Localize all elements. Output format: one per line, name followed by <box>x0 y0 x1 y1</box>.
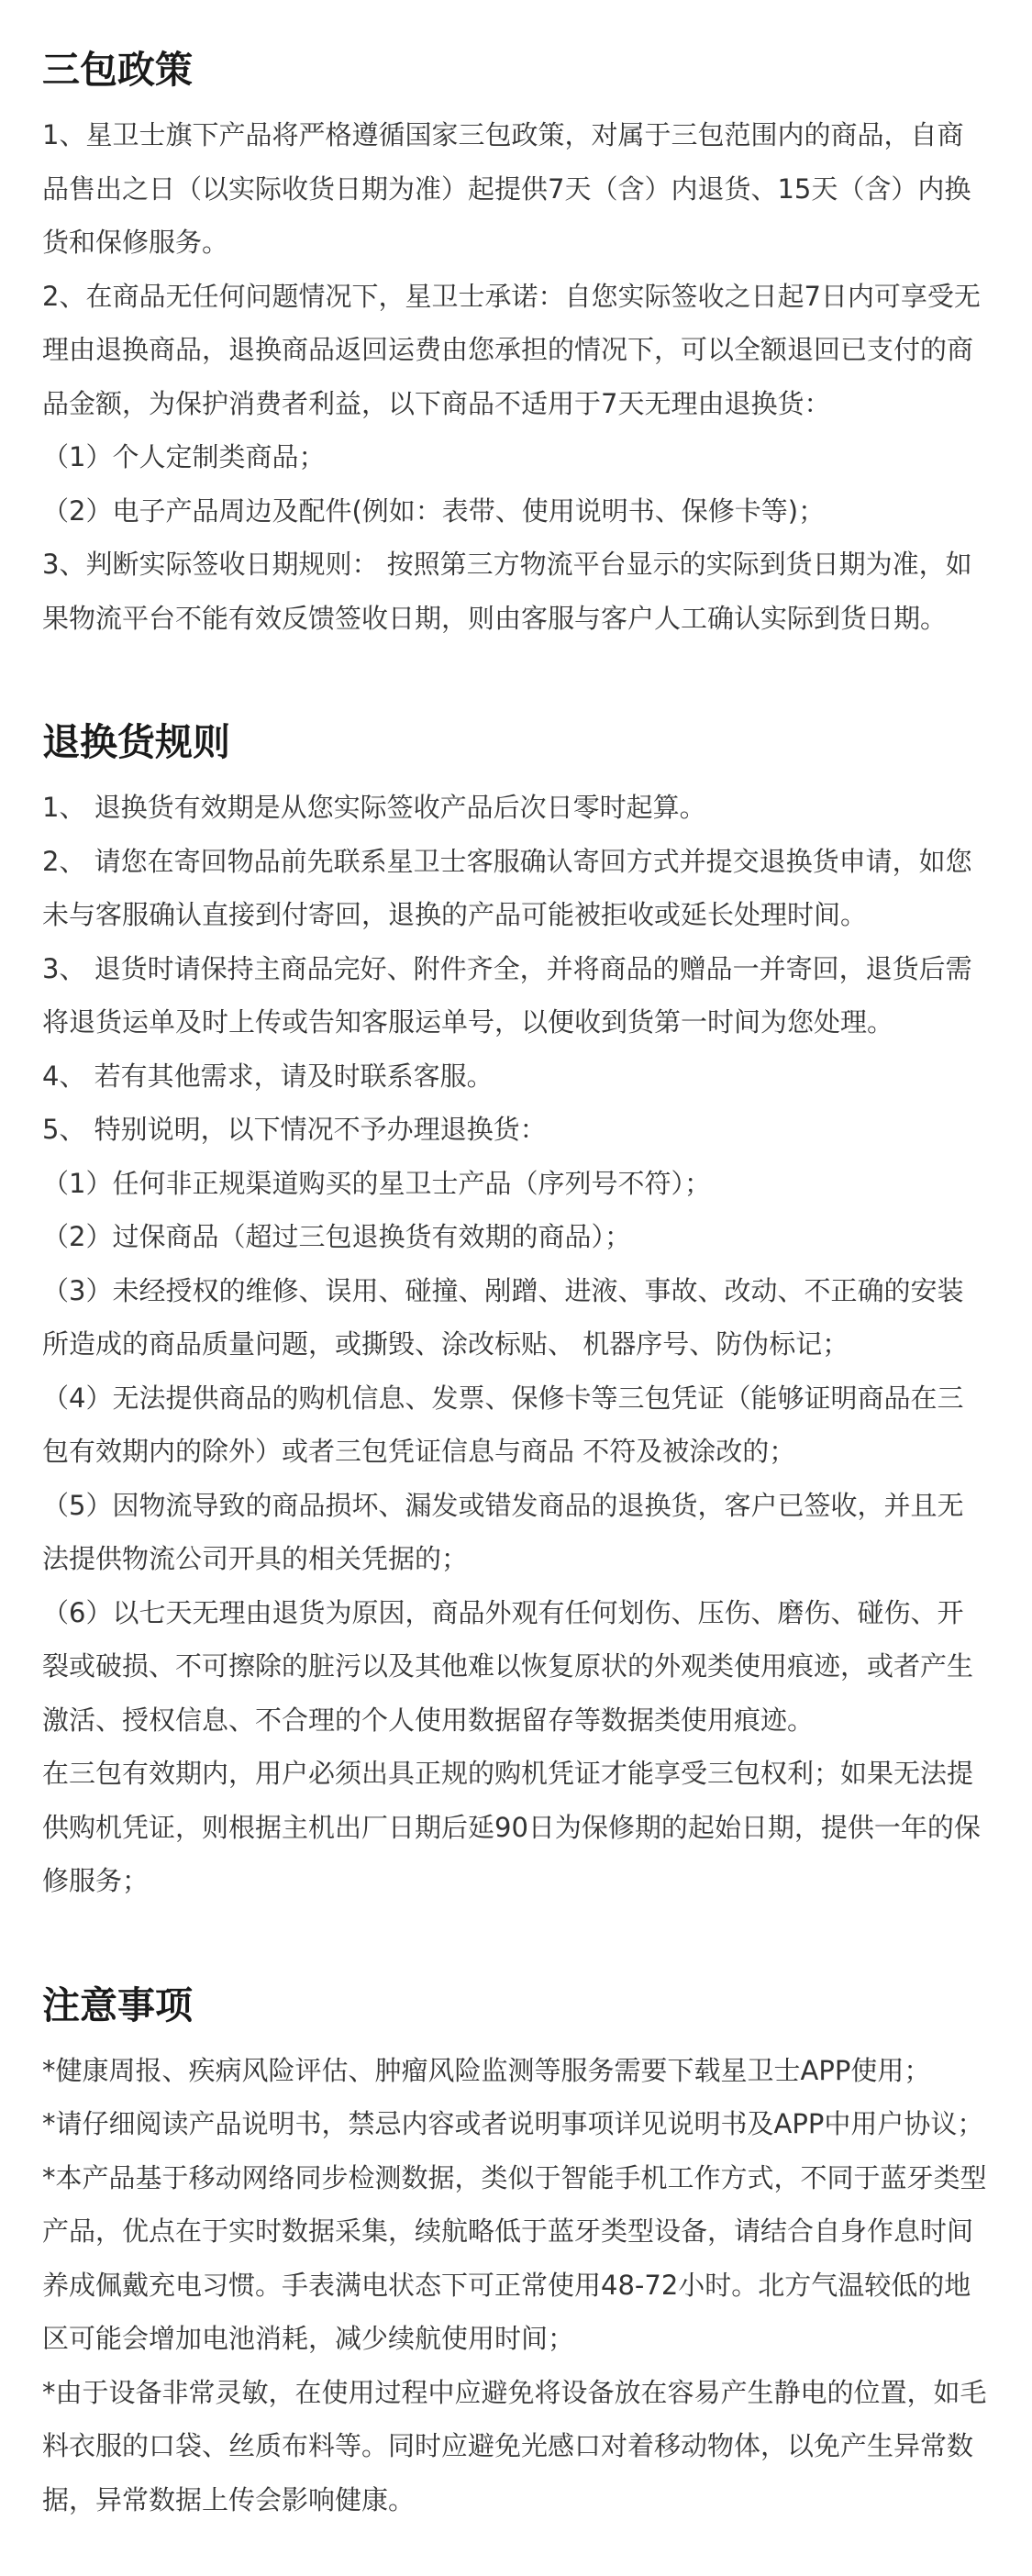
paragraph: （6）以七天无理由退货为原因，商品外观有任何划伤、压伤、磨伤、碰伤、开裂或破损、不可擦除的脏污以及其他难以恢复原状的外观类使用痕迹，或者产生激活、授权信息、不合理的个人使用数据留存等数据类使用痕迹。 <box>42 1596 974 1736</box>
paragraph: 3、判断实际签收日期规则： 按照第三方物流平台显示的实际到货日期为准，如果物流平台不能有效反馈签收日期，则由客服与客户人工确认实际到货日期。 <box>42 549 972 634</box>
section-title: 退换货规则 <box>42 720 230 764</box>
section-notes <box>42 1972 990 2527</box>
paragraph: 2、 请您在寄回物品前先联系星卫士客服确认寄回方式并提交退换货申请，如您未与客服确认直接到付寄回，退换的产品可能被拒收或延长处理时间。 <box>42 845 972 930</box>
section-warranty-policy <box>42 37 990 645</box>
paragraph: （1）任何非正规渠道购买的星卫士产品（序列号不符）； <box>42 1167 711 1199</box>
paragraph: 3、 退货时请保持主商品完好、附件齐全，并将商品的赠品一并寄回，退货后需将退货运单及时上传或告知客服运单号，以便收到货第一时间为您处理。 <box>42 952 972 1038</box>
section-title: 注意事项 <box>42 1982 193 2027</box>
section-return-rules <box>42 709 990 1908</box>
paragraph: （1）个人定制类商品； <box>42 441 326 472</box>
paragraph: *由于设备非常灵敏，在使用过程中应避免将设备放在容易产生静电的位置，如毛料衣服的口袋、丝质布料等。同时应避免光感口对着移动物体，以免产生异常数据，异常数据上传会影响健康。 <box>42 2376 987 2515</box>
paragraph: 1、星卫士旗下产品将严格遵循国家三包政策，对属于三包范围内的商品，自商品售出之日（以实际收货日期为准）起提供7天（含）内退货、15天（含）内换货和保修服务。 <box>42 119 971 258</box>
paragraph: （2）电子产品周边及配件(例如：表带、使用说明书、保修卡等)； <box>42 494 826 527</box>
paragraph: *请仔细阅读产品说明书，禁忌内容或者说明事项详见说明书及APP中用户协议； <box>42 2108 984 2139</box>
paragraph: 在三包有效期内，用户必须出具正规的购机凭证才能享受三包权利；如果无法提供购机凭证，则根据主机出厂日期后延90日为保修期的起始日期，提供一年的保修服务； <box>42 1758 981 1896</box>
paragraph: *本产品基于移动网络同步检测数据，类似于智能手机工作方式，不同于蓝牙类型产品，优点在于实时数据采集，续航略低于蓝牙类型设备，请结合自身作息时间养成佩戴充电习惯。手表满电状态下可正常使用48-72小时。北方气温较低的地区可能会增加电池消耗，减少续航使用时间； <box>42 2161 987 2354</box>
paragraph: （3）未经授权的维修、误用、碰撞、剐蹭、进液、事故、改动、不正确的安装所造成的商品质量问题，或撕毁、涂改标贴、 机器序号、防伪标记； <box>42 1274 964 1360</box>
paragraph: 4、 若有其他需求，请及时联系客服。 <box>42 1060 494 1092</box>
paragraph: 2、在商品无任何问题情况下，星卫士承诺：自您实际签收之日起7日内可享受无理由退换商品，退换商品返回运费由您承担的情况下，可以全额退回已支付的商品金额，为保护消费者利益，以下商品不适用于7天无理由退换货： <box>42 280 981 419</box>
paragraph: （5）因物流导致的商品损坏、漏发或错发商品的退换货，客户已签收，并且无法提供物流公司开具的相关凭据的； <box>42 1489 964 1574</box>
paragraph: 1、 退换货有效期是从您实际签收产品后次日零时起算。 <box>42 792 706 823</box>
paragraph: （2）过保商品（超过三包退换货有效期的商品）； <box>42 1221 631 1252</box>
paragraph: （4）无法提供商品的购机信息、发票、保修卡等三包凭证（能够证明商品在三包有效期内的除外）或者三包凭证信息与商品 不符及被涂改的； <box>42 1382 964 1467</box>
paragraph: *健康周报、疾病风险评估、肿瘤风险监测等服务需要下载星卫士APP使用； <box>42 2054 931 2086</box>
paragraph: 5、 特别说明，以下情况不予办理退换货： <box>42 1114 547 1145</box>
section-title: 三包政策 <box>42 48 193 92</box>
